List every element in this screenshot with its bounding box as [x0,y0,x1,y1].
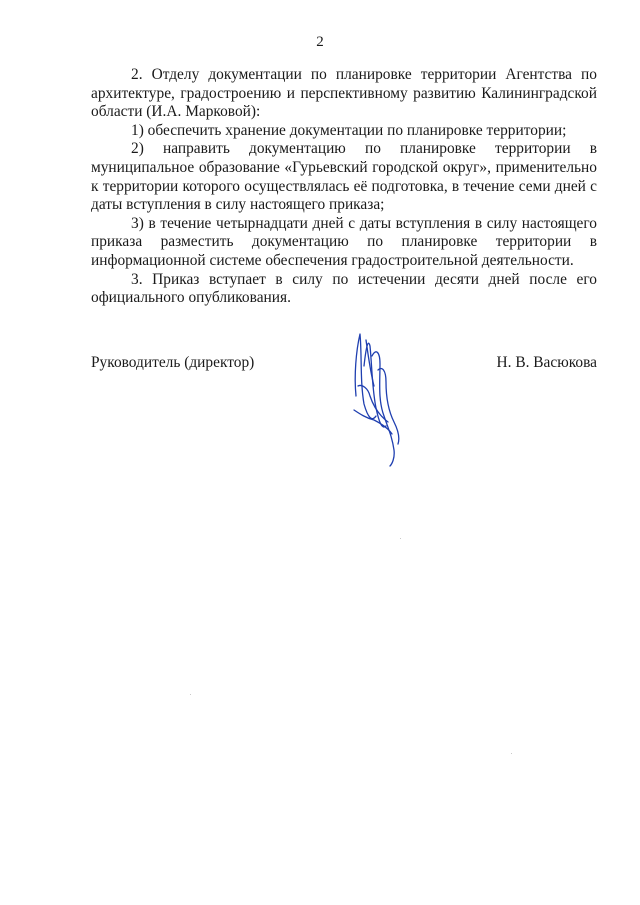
signatory-title: Руководитель (директор) [91,354,255,371]
scan-speck [190,694,191,695]
page-number: 2 [316,34,324,50]
scan-speck [400,538,401,539]
signatory-name: Н. В. Васюкова [496,354,597,371]
scan-speck [511,753,512,754]
signature-block [91,354,597,376]
paragraph-subclause-2: 2) направить документацию по планировке территории в муниципальное образование «Гурьевский городской округ», применительно к территории которого осуществлялась её подготовка, в течение семи дней с даты вступления в силу настоящего приказа; [91,140,597,214]
paragraph-subclause-1: 1) обеспечить хранение документации по планировке территории; [131,121,567,139]
paragraph-clause-2: 2. Отделу документации по планировке территории Агентства по архитектуре, градостроению и перспективному развитию Калининградской области (И.А. Марковой): [91,66,597,121]
paragraph-subclause-3: 3) в течение четырнадцати дней с даты вступления в силу настоящего приказа разместить документацию по планировке территории в информационной системе обеспечения градостроительной деятельности. [91,214,597,269]
paragraph-clause-3: 3. Приказ вступает в силу по истечении десяти дней после его официального опубликования. [91,270,597,307]
handwritten-signature [346,326,414,468]
document-body [91,66,597,308]
